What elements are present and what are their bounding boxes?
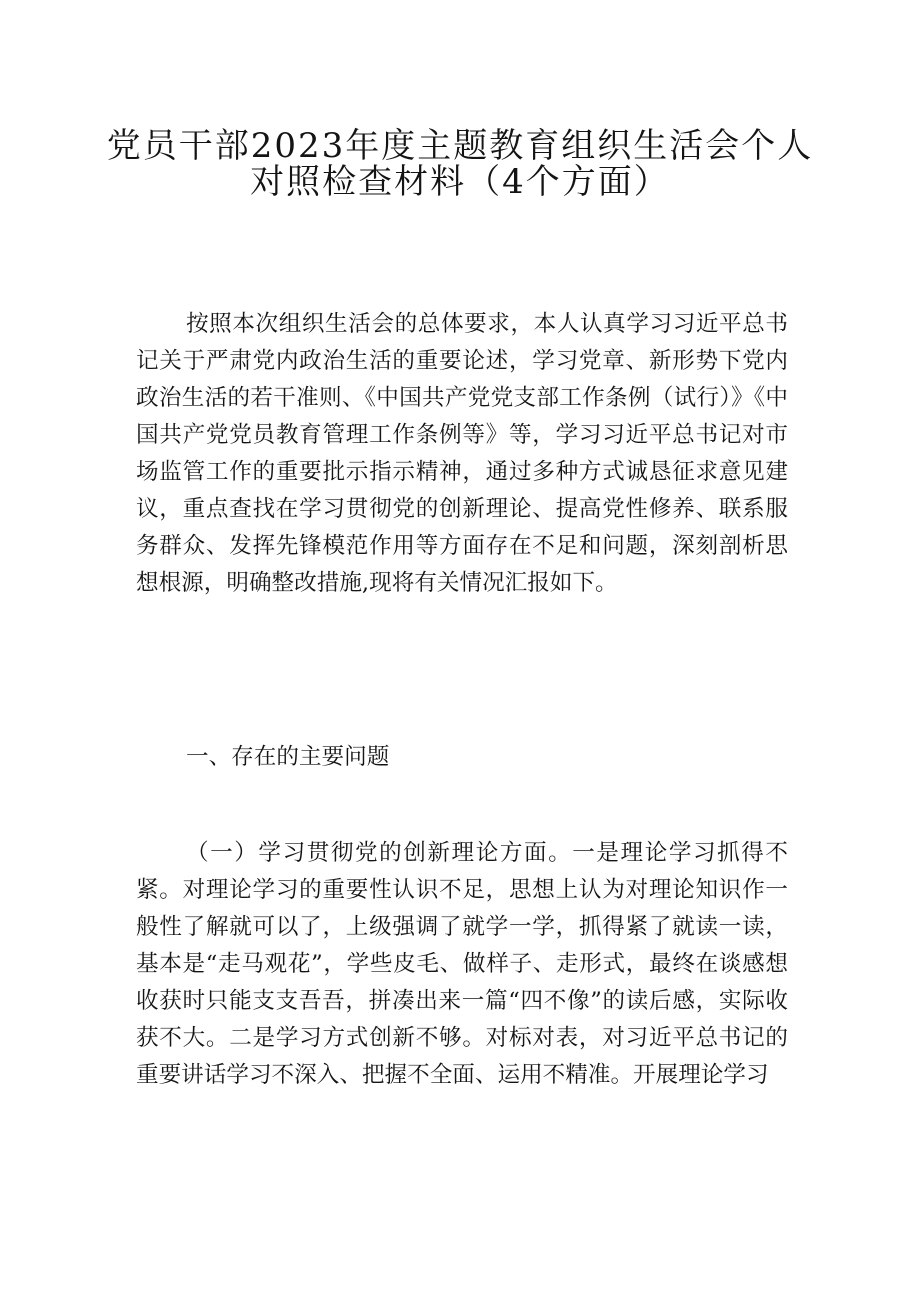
intro-paragraph: 按照本次组织生活会的总体要求，本人认真学习习近平总书记关于严肃党内政治生活的重要论述，学习党章、新形势下党内政治生活的若干准则、《中国共产党党支部工作条例（试行）》《中国共产党党员教育管理工作条例等》等，学习习近平总书记对市场监管工作的重要批示指示精神，通过多种方式诚恳征求意见建议，重点查找在学习贯彻党的创新理论、提高党性修养、联系服务群众、发挥先锋模范作用等方面存在不足和问题，深刻剖析思想根源，明确整改措施,现将有关情况汇报如下。 xyxy=(136,311,788,596)
section-1-paragraph: （一）学习贯彻党的创新理论方面。一是理论学习抓得不紧。对理论学习的重要性认识不足，思想上认为对理论知识作一般性了解就可以了，上级强调了就学一学，抓得紧了就读一读，基本是“走马观花”，学些皮毛、做样子、走形式，最终在谈感想收获时只能支支吾吾，拼凑出来一篇“四不像”的读后感，实际收获不大。二是学习方式创新不够。对标对表，对习近平总书记的重要讲话学习不深入、把握不全面、运用不精准。开展理论学习 xyxy=(136,840,788,1088)
section-heading: 一、存在的主要问题 xyxy=(186,744,390,770)
document-title-line-1: 党员干部2023年度主题教育组织生活会个人 xyxy=(106,126,814,166)
document-title-line-2: 对照检查材料（4个方面） xyxy=(250,162,670,202)
